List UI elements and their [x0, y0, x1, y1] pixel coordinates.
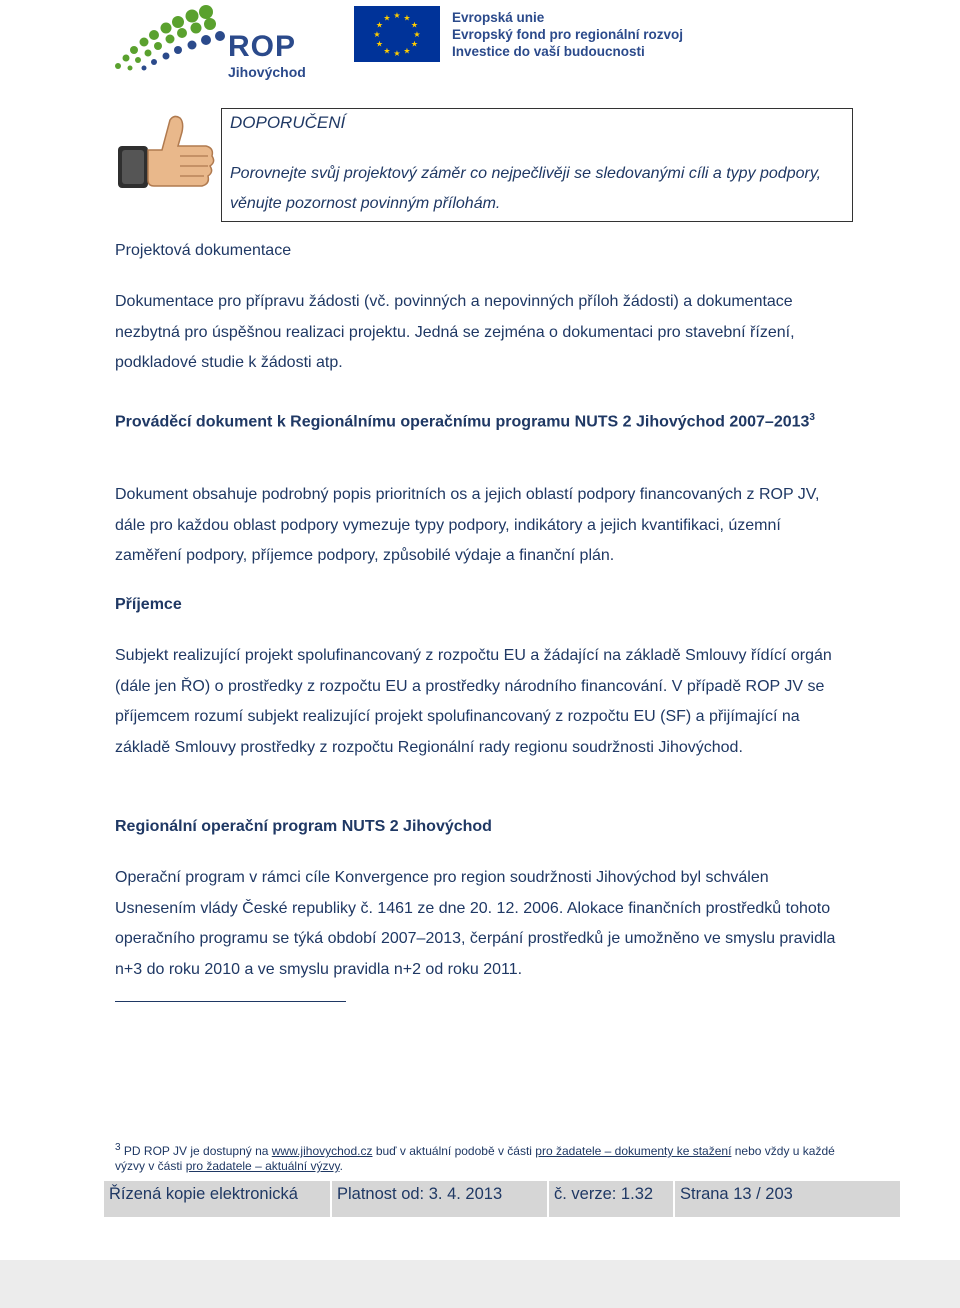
section-title-regional-program: Regionální operační program NUTS 2 Jihovýchod: [115, 818, 492, 835]
svg-text:★: ★: [375, 20, 384, 30]
svg-text:★: ★: [403, 13, 411, 23]
recommendation-box: [221, 108, 853, 222]
page-bottom-margin: [0, 1260, 960, 1308]
section-title-recipient: Příjemce: [115, 596, 182, 613]
footer-validity: Platnost od: 3. 4. 2013: [332, 1181, 549, 1217]
eu-line-1: Evropská unie: [452, 10, 545, 25]
recommendation-title: DOPORUČENÍ: [230, 113, 346, 132]
svg-text:★: ★: [375, 39, 384, 49]
footnote-ref: 3: [809, 412, 815, 423]
eu-flag-icon: [354, 6, 440, 62]
footnote-text-1: PD ROP JV je dostupný na: [120, 1144, 272, 1158]
section-text-project-documentation: Dokumentace pro přípravu žádosti (vč. povinných a nepovinných příloh žádosti) a dokumentace nezbytná pro úspěšnou realizaci projektu. Jedná se zejména o dokumentaci pro stavební řízení, podkladové studie k žádosti atp.: [115, 293, 795, 371]
svg-text:★: ★: [413, 30, 421, 39]
rop-logo-text: ROP: [228, 30, 297, 63]
footnote-text-2: buď v aktuální podobě v části: [372, 1144, 536, 1158]
svg-text:★: ★: [410, 20, 419, 30]
recommendation-text: Porovnejte svůj projektový záměr co nejpečlivěji se sledovanými cíli a typy podpory, věnujte pozornost povinným přílohám.: [230, 165, 822, 212]
svg-text:★: ★: [383, 46, 391, 56]
svg-text:★: ★: [383, 13, 391, 23]
footnote-link-documents[interactable]: pro žadatele – dokumenty ke stažení: [535, 1144, 732, 1158]
footnote-number: 3: [115, 1142, 121, 1153]
rop-logo-subtitle: Jihovýchod: [228, 64, 306, 80]
section-text-recipient: Subjekt realizující projekt spolufinancovaný z rozpočtu EU a žádající na základě Smlouvy řídící orgán (dále jen ŘO) o prostředky z rozpočtu EU a prostředky národního financování. V případě ROP JV se příjemcem rozumí subjekt realizující projekt spolufinancovaný z rozpočtu EU (SF) a přijímající na základě Smlouvy prostředky z rozpočtu Regionální rady regionu soudržnosti Jihovýchod.: [115, 647, 832, 756]
eu-line-3: Investice do vaší budoucnosti: [452, 44, 645, 59]
section-title-text: Prováděcí dokument k Regionálnímu operačnímu programu NUTS 2 Jihovýchod 2007–2013: [115, 413, 810, 431]
footer-version: č. verze: 1.32: [549, 1181, 675, 1217]
thumbs-up-icon: [114, 112, 218, 192]
footnote-link-website[interactable]: www.jihovychod.cz: [271, 1144, 373, 1158]
footer-copy-type: Řízená kopie elektronická: [104, 1181, 332, 1217]
eu-line-2: Evropský fond pro regionální rozvoj: [452, 27, 684, 42]
eu-text: [452, 9, 683, 60]
section-text-regional-program: Operační program v rámci cíle Konvergence pro region soudržnosti Jihovýchod byl schválen Usnesením vlády České republiky č. 1461 ze dne 20. 12. 2006. Alokace finančních prostředků tohoto operačního programu se týká období 2007–2013, čerpání prostředků je umožněno ve smyslu pravidla n+3 do roku 2010 a ve smyslu pravidla n+2 od roku 2011.: [115, 869, 836, 978]
page-footer: [104, 1181, 900, 1217]
section-text-implementation-document: Dokument obsahuje podrobný popis prioritních os a jejich oblastí podpory financovaných z ROP JV, dále pro každou oblast podpory vymezuje typy podpory, indikátory a jejich kvantifikaci, územní zaměření podpory, příjemce podpory, způsobilé výdaje a finanční plán.: [115, 486, 820, 564]
footnote: [115, 1140, 855, 1174]
svg-text:★: ★: [393, 11, 401, 20]
svg-text:★: ★: [373, 30, 381, 39]
section-title-implementation-document: [115, 403, 855, 438]
footnote-link-calls[interactable]: pro žadatele – aktuální výzvy: [185, 1159, 340, 1173]
footnote-text-3: nebo vždy u každé výzvy v části: [115, 1144, 835, 1173]
svg-text:★: ★: [410, 39, 419, 49]
svg-text:★: ★: [403, 46, 411, 56]
svg-text:★: ★: [393, 49, 401, 58]
section-title-project-documentation: Projektová dokumentace: [115, 242, 292, 259]
footnote-text-4: .: [339, 1159, 343, 1173]
footer-page-number: Strana 13 / 203: [680, 1185, 793, 1203]
footnote-separator: [115, 1001, 346, 1002]
